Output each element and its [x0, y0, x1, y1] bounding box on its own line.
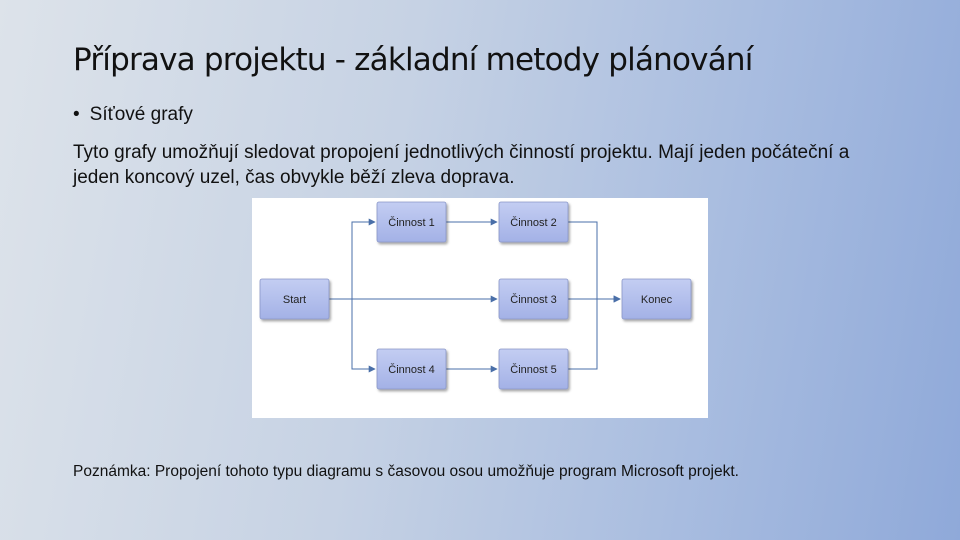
node-label-start: Start [282, 294, 307, 306]
network-diagram [252, 198, 708, 418]
edge-start-c4 [329, 299, 375, 369]
node-label-c5: Činnost 5 [510, 364, 557, 376]
network-diagram-svg [252, 198, 708, 418]
nodes-layer [260, 202, 691, 389]
edges-layer [329, 222, 620, 369]
node-label-c1: Činnost 1 [388, 217, 435, 229]
node-start [260, 279, 329, 319]
edge-c2-end [568, 222, 620, 299]
bullet-marker: • [73, 104, 80, 125]
edge-c5-end [568, 299, 620, 369]
node-c4 [377, 349, 446, 389]
node-label-end: Konec [640, 294, 673, 306]
node-label-c4: Činnost 4 [388, 364, 435, 376]
node-label-c2: Činnost 2 [510, 217, 557, 229]
edge-start-c1 [329, 222, 375, 299]
node-c2 [499, 202, 568, 242]
node-label-c3: Činnost 3 [510, 294, 557, 306]
node-c3 [499, 279, 568, 319]
bullet-text: Síťové grafy [89, 104, 193, 125]
slide-title: Příprava projektu - základní metody plánování [73, 42, 753, 78]
node-end [622, 279, 691, 319]
node-c1 [377, 202, 446, 242]
description-text: Tyto grafy umožňují sledovat propojení jednotlivých činností projektu. Mají jeden počáteční a jeden koncový uzel, čas obvykle běží zleva doprava. [73, 142, 850, 188]
node-c5 [499, 349, 568, 389]
footnote: Poznámka: Propojení tohoto typu diagramu s časovou osou umožňuje program Microsoft projekt. [73, 463, 739, 480]
bullet-item [73, 104, 193, 126]
